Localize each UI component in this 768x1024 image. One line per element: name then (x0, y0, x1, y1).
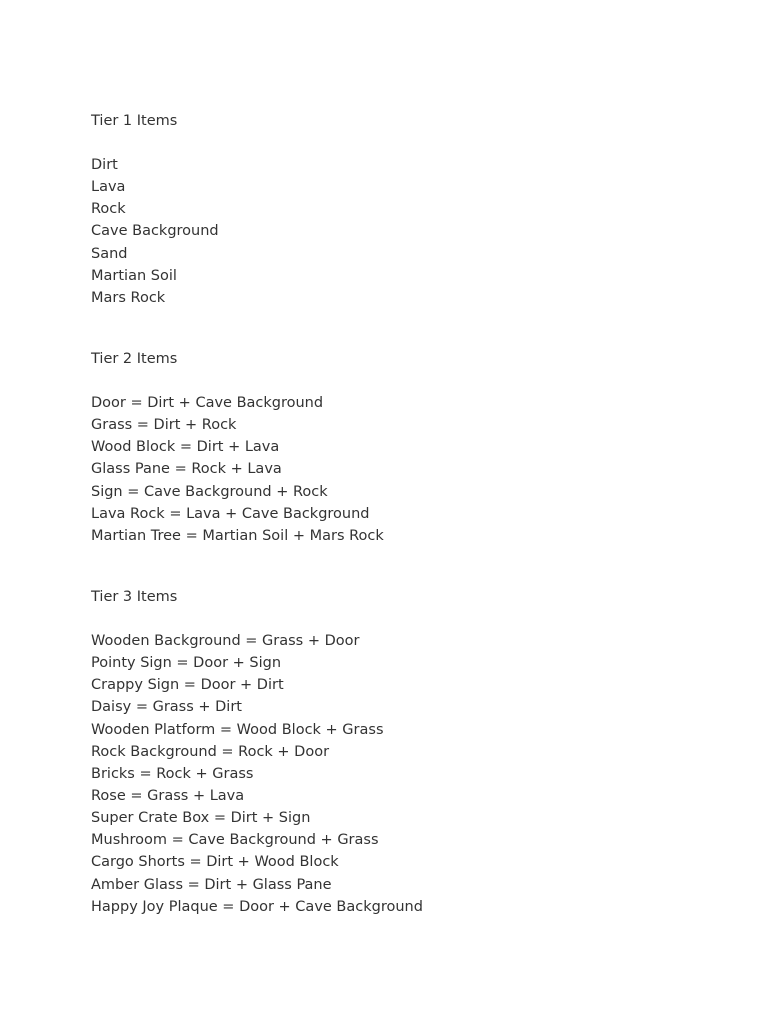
list-item: Daisy = Grass + Dirt (91, 699, 242, 716)
list-item: Cave Background (91, 223, 219, 240)
tier-2-section (91, 348, 384, 547)
list-item: Happy Joy Plaque = Door + Cave Background (91, 898, 423, 915)
list-item: Wooden Background = Grass + Door (91, 633, 360, 649)
list-item: Dirt (91, 157, 118, 173)
list-item: Grass = Dirt + Rock (91, 417, 237, 434)
list-item: Wooden Platform = Wood Block + Grass (91, 721, 384, 738)
list-item: Bricks = Rock + Grass (91, 765, 254, 782)
tier-1-item-list (91, 154, 219, 309)
list-item: Martian Tree = Martian Soil + Mars Rock (91, 527, 384, 544)
list-item: Lava Rock = Lava + Cave Background (91, 505, 370, 522)
list-item: Super Crate Box = Dirt + Sign (91, 810, 311, 827)
list-item: Crappy Sign = Door + Dirt (91, 677, 284, 694)
list-item: Cargo Shorts = Dirt + Wood Block (91, 854, 339, 871)
list-item: Amber Glass = Dirt + Glass Pane (91, 876, 332, 893)
list-item: Pointy Sign = Door + Sign (91, 655, 282, 672)
tier-3-section (91, 586, 423, 918)
list-item: Sand (91, 245, 128, 262)
list-item: Martian Soil (91, 267, 177, 284)
list-item: Rock (91, 201, 126, 218)
list-item: Rock Background = Rock + Door (91, 743, 330, 760)
tier-3-title: Tier 3 Items (91, 589, 178, 605)
list-item: Mars Rock (91, 289, 166, 306)
tier-3-item-list (91, 630, 423, 918)
list-item: Sign = Cave Background + Rock (91, 483, 328, 500)
list-item: Mushroom = Cave Background + Grass (91, 832, 379, 849)
tier-2-item-list (91, 392, 384, 547)
list-item: Lava (91, 179, 126, 196)
list-item: Rose = Grass + Lava (91, 787, 245, 804)
list-item: Wood Block = Dirt + Lava (91, 439, 280, 456)
tier-1-section (91, 110, 219, 309)
tier-2-title: Tier 2 Items (91, 351, 178, 367)
tier-1-title: Tier 1 Items (91, 113, 178, 129)
list-item: Door = Dirt + Cave Background (91, 395, 324, 411)
list-item: Glass Pane = Rock + Lava (91, 461, 282, 478)
